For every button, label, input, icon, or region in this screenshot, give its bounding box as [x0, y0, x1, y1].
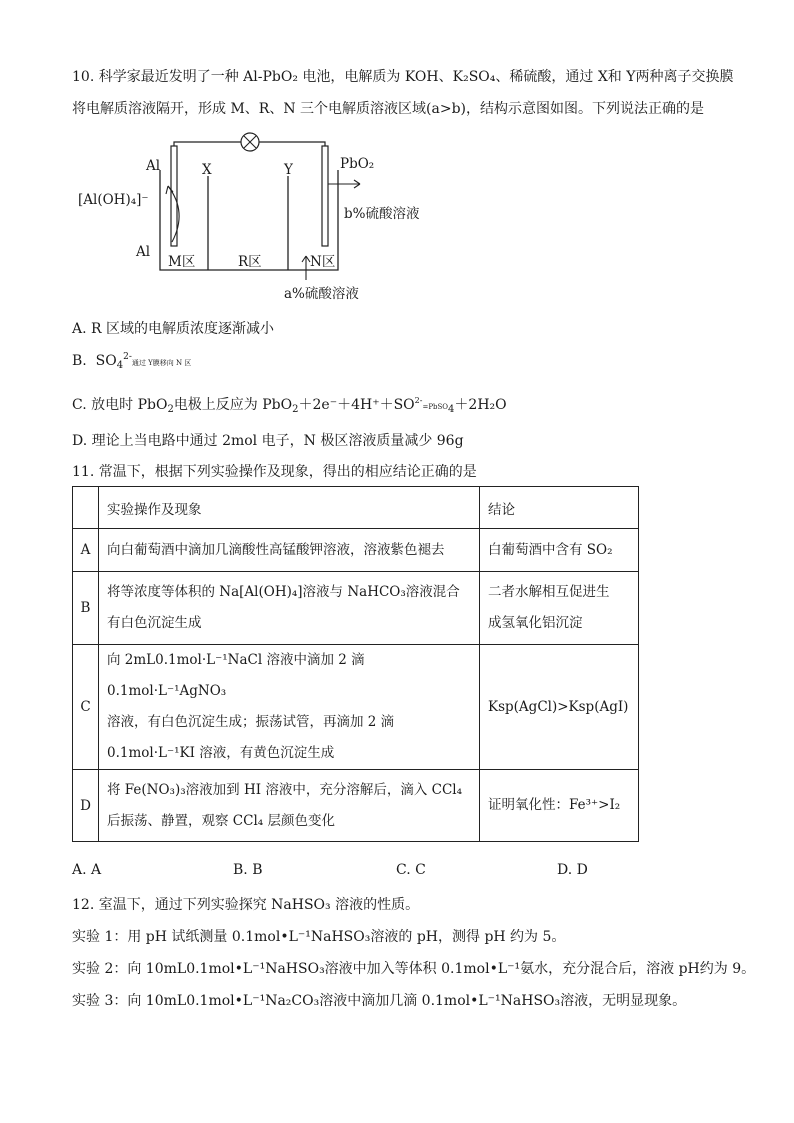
- q11-stem: 11. 常温下，根据下列实验操作及现象，得出的相应结论正确的是: [72, 464, 477, 480]
- option-b-prefix: B.: [72, 353, 87, 369]
- q10-option-c: C. 放电时 PbO$_2$电极上反应为 $PbO_2+2e^-+4H^++SO^{2-}=PbSO_4+2H_2O$: [72, 396, 507, 415]
- row-conclusion-line: 二者水解相互促进生: [488, 584, 610, 600]
- q10-option-b: [72, 352, 191, 371]
- q11-choice-c: C. C: [396, 862, 426, 878]
- q11-choice-d: D. D: [557, 862, 588, 878]
- option-b-sup: 2-: [123, 352, 132, 362]
- table-row: [73, 770, 639, 842]
- option-c-mid: 电极上反应为 PbO: [173, 397, 293, 413]
- row-letter: A: [73, 529, 99, 572]
- q10-option-d: D. 理论上当电路中通过 2mol 电子，N 极区溶液质量减少 96g: [72, 433, 464, 449]
- label-pbo2: PbO₂: [340, 156, 375, 172]
- row-conclusion-line: Ksp(AgCl)>Ksp(AgI): [488, 698, 629, 715]
- label-aloh4: [Al(OH)₄]⁻: [78, 192, 149, 208]
- option-c-rest: ＋2e⁻＋4H⁺＋SO: [298, 397, 415, 413]
- row-op-line: 溶液，有白色沉淀生成；振荡试管，再滴加 2 滴: [107, 714, 395, 730]
- row-letter: C: [73, 645, 99, 770]
- option-b-tail: 通过 Y膜移向 N 区: [131, 359, 192, 367]
- row-conclusion-line: 白葡萄酒中含有 SO₂: [488, 541, 613, 558]
- label-b-acid: b%硫酸溶液: [344, 206, 420, 222]
- option-c-small: =PbSO: [422, 403, 449, 411]
- experiment-table: [72, 486, 639, 842]
- row-op-line: 后振荡、静置，观察 CCl₄ 层颜色变化: [107, 812, 335, 829]
- table-header-row: [73, 487, 639, 529]
- header-operation: 实验操作及现象: [99, 487, 480, 529]
- option-c-prefix: C. 放电时 PbO: [72, 397, 168, 413]
- q10-stem-line2: 将电解质溶液隔开，形成 M、R、N 三个电解质溶液区域(a>b)，结构示意图如图。下列说法正确的是: [72, 101, 704, 117]
- header-conclusion: 结论: [480, 487, 639, 529]
- label-y: Y: [284, 162, 293, 178]
- option-b-sub: 4: [116, 360, 124, 371]
- row-conclusion-line: 证明氧化性：Fe³⁺>I₂: [488, 797, 621, 813]
- label-r-zone: R区: [238, 254, 262, 270]
- row-op-line: 向白葡萄酒中滴加几滴酸性高锰酸钾溶液，溶液紫色褪去: [107, 541, 445, 558]
- row-op-line: 将等浓度等体积的 Na[Al(OH)₄]溶液与 NaHCO₃溶液混合: [107, 584, 460, 600]
- option-c-end: ＋2H₂O: [454, 397, 507, 413]
- row-op-line: 向 2mL0.1mol·L⁻¹NaCl 溶液中滴加 2 滴 0.1mol·L⁻¹AgNO₃: [107, 652, 365, 699]
- table-row: [73, 645, 639, 770]
- table-row: [73, 529, 639, 572]
- label-m-zone: M区: [168, 254, 196, 270]
- row-conclusion-line: 成氢氧化铝沉淀: [488, 615, 583, 631]
- row-letter: D: [73, 770, 99, 842]
- label-al-top: Al: [146, 158, 161, 174]
- row-op-line: 有白色沉淀生成: [107, 615, 202, 631]
- row-op-line: 将 Fe(NO₃)₃溶液加到 HI 溶液中，充分溶解后，滴入 CCl₄: [107, 781, 463, 798]
- label-al-bottom: Al: [136, 244, 151, 260]
- label-n-zone: N区: [310, 254, 336, 270]
- q12-stem: 12. 室温下，通过下列实验探究 NaHSO₃ 溶液的性质。: [72, 897, 420, 913]
- q12-exp2: 实验 2：向 10mL0.1mol•L⁻¹NaHSO₃溶液中加入等体积 0.1mol•L⁻¹氨水，充分混合后，溶液 pH约为 9。: [72, 961, 756, 977]
- row-letter: B: [73, 572, 99, 645]
- row-op-line: 0.1mol·L⁻¹KI 溶液，有黄色沉淀生成: [107, 745, 335, 761]
- label-a-acid: a%硫酸溶液: [284, 286, 359, 302]
- q11-choice-a: A. A: [72, 862, 102, 878]
- q11-choice-b: B. B: [233, 862, 263, 878]
- q10-option-a: A. R 区域的电解质浓度逐渐减小: [72, 321, 275, 337]
- q12-exp3: 实验 3：向 10mL0.1mol•L⁻¹Na₂CO₃溶液中滴加几滴 0.1mol•L⁻¹NaHSO₃溶液，无明显现象。: [72, 993, 687, 1009]
- q12-exp1: 实验 1：用 pH 试纸测量 0.1mol•L⁻¹NaHSO₃溶液的 pH，测得 pH 约为 5。: [72, 929, 566, 945]
- q10-stem-line1: 10. 科学家最近发明了一种 Al-PbO₂ 电池，电解质为 KOH、K₂SO₄、稀硫酸，通过 X和 Y两种离子交换膜: [72, 69, 734, 85]
- option-b-ion: SO: [95, 353, 117, 369]
- table-row: [73, 572, 639, 645]
- battery-diagram: [70, 132, 450, 312]
- label-x: X: [202, 162, 212, 178]
